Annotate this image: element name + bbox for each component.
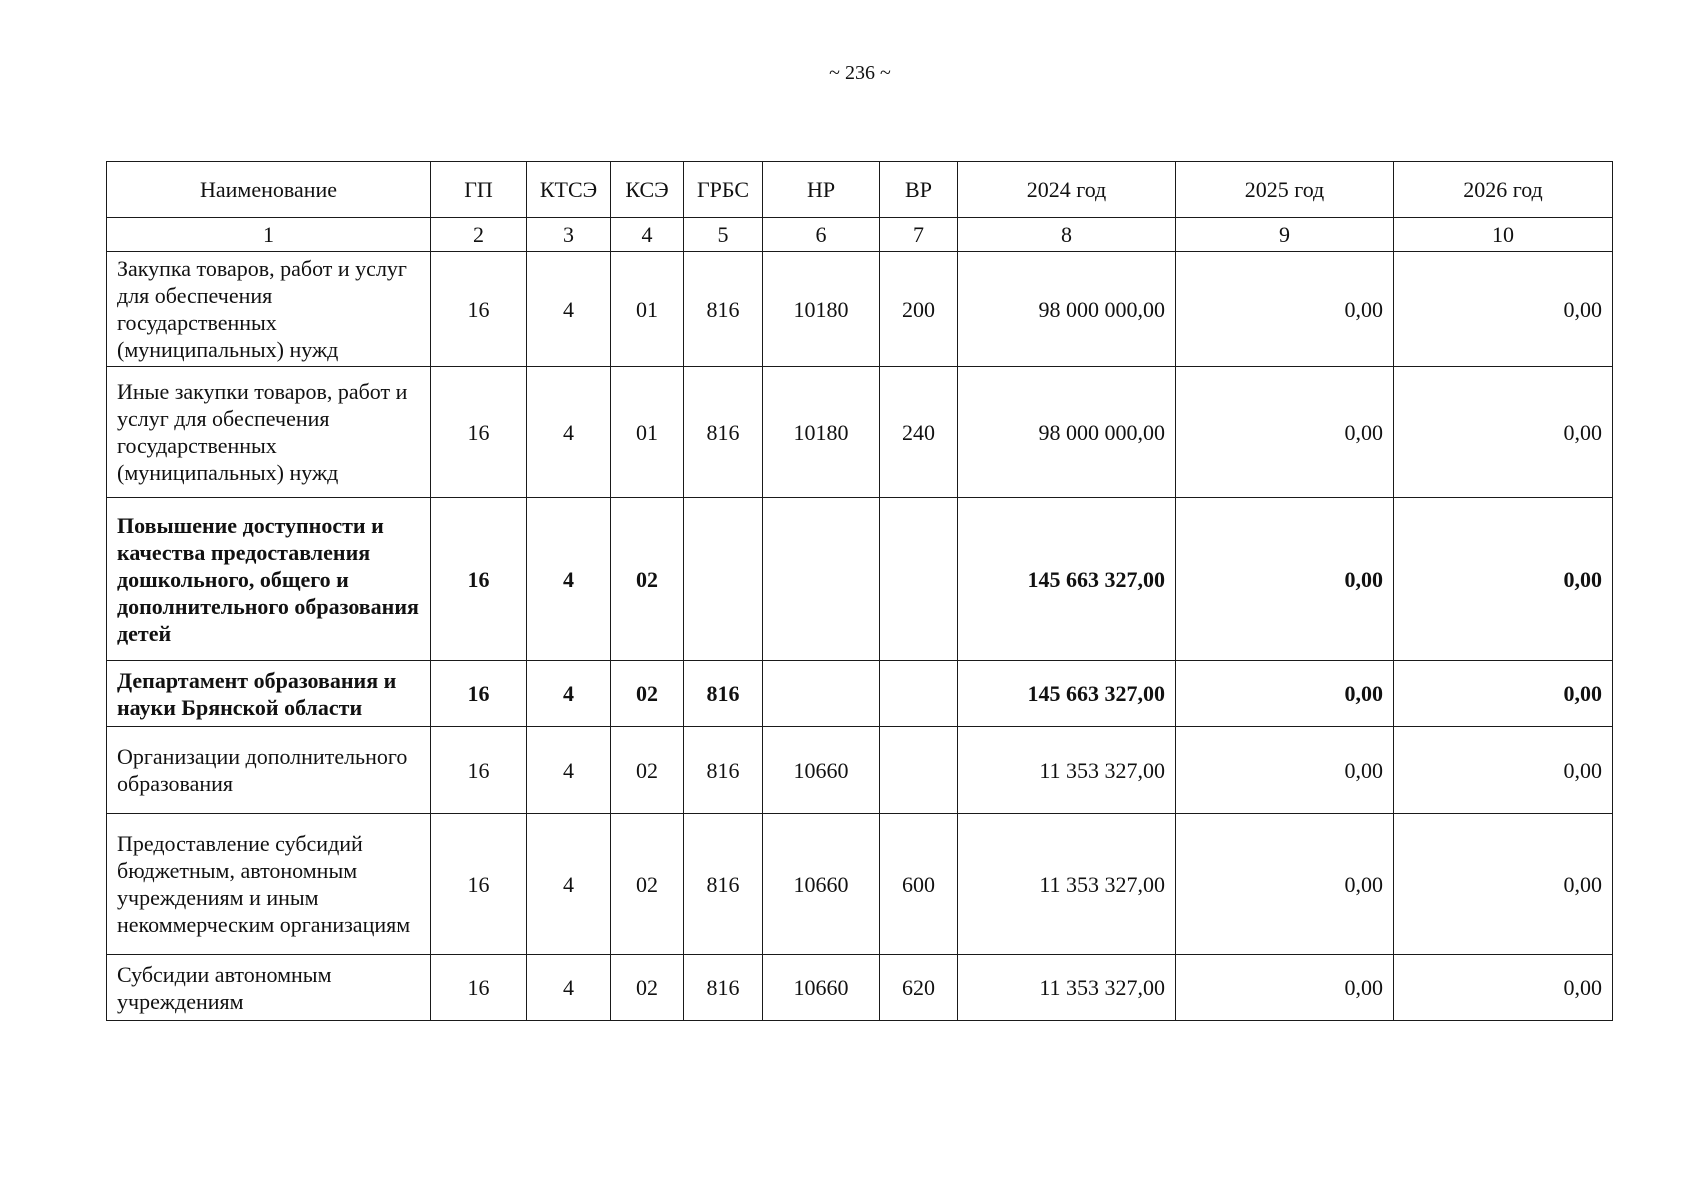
column-number: 10 <box>1394 218 1613 252</box>
cell-gp: 16 <box>431 498 527 661</box>
cell-ktse: 4 <box>527 814 611 955</box>
cell-nr: 10660 <box>763 955 880 1021</box>
cell-grbs: 816 <box>684 955 763 1021</box>
column-number-row <box>107 218 1613 252</box>
cell-ktse: 4 <box>527 955 611 1021</box>
cell-gp: 16 <box>431 955 527 1021</box>
cell-nr: 10660 <box>763 814 880 955</box>
cell-gp: 16 <box>431 252 527 367</box>
cell-2024: 11 353 327,00 <box>958 814 1176 955</box>
row-name: Субсидии автономным учреждениям <box>107 955 431 1021</box>
cell-vr: 240 <box>880 367 958 498</box>
header-2026: 2026 год <box>1394 162 1613 218</box>
table-row-bold <box>107 661 1613 727</box>
cell-2025: 0,00 <box>1176 498 1394 661</box>
cell-2024: 11 353 327,00 <box>958 955 1176 1021</box>
cell-grbs <box>684 498 763 661</box>
cell-nr: 10180 <box>763 367 880 498</box>
cell-kse: 02 <box>611 498 684 661</box>
header-2025: 2025 год <box>1176 162 1394 218</box>
column-number: 1 <box>107 218 431 252</box>
cell-ktse: 4 <box>527 367 611 498</box>
cell-kse: 02 <box>611 727 684 814</box>
cell-2024: 98 000 000,00 <box>958 252 1176 367</box>
column-number: 3 <box>527 218 611 252</box>
row-name: Предоставление субсидий бюджетным, автономным учреждениям и иным некоммерческим организациям <box>107 814 431 955</box>
cell-2026: 0,00 <box>1394 252 1613 367</box>
cell-2026: 0,00 <box>1394 367 1613 498</box>
row-name: Иные закупки товаров, работ и услуг для обеспечения государственных (муниципальных) нужд <box>107 367 431 498</box>
budget-table <box>106 161 1613 1021</box>
cell-nr <box>763 661 880 727</box>
cell-nr: 10660 <box>763 727 880 814</box>
row-name: Организации дополнительного образования <box>107 727 431 814</box>
table-row <box>107 955 1613 1021</box>
page-number: ~ 236 ~ <box>829 62 891 84</box>
cell-2024: 98 000 000,00 <box>958 367 1176 498</box>
row-name: Повышение доступности и качества предоставления дошкольного, общего и дополнительного образования детей <box>107 498 431 661</box>
cell-gp: 16 <box>431 727 527 814</box>
column-number: 9 <box>1176 218 1394 252</box>
table-row <box>107 367 1613 498</box>
cell-grbs: 816 <box>684 661 763 727</box>
cell-ktse: 4 <box>527 252 611 367</box>
cell-2025: 0,00 <box>1176 367 1394 498</box>
cell-2026: 0,00 <box>1394 727 1613 814</box>
column-number: 6 <box>763 218 880 252</box>
header-2024: 2024 год <box>958 162 1176 218</box>
header-grbs: ГРБС <box>684 162 763 218</box>
column-number: 7 <box>880 218 958 252</box>
cell-2025: 0,00 <box>1176 727 1394 814</box>
cell-2026: 0,00 <box>1394 955 1613 1021</box>
cell-ktse: 4 <box>527 498 611 661</box>
cell-2026: 0,00 <box>1394 661 1613 727</box>
cell-kse: 02 <box>611 814 684 955</box>
cell-vr: 200 <box>880 252 958 367</box>
column-number: 8 <box>958 218 1176 252</box>
cell-2024: 11 353 327,00 <box>958 727 1176 814</box>
cell-2024: 145 663 327,00 <box>958 661 1176 727</box>
cell-gp: 16 <box>431 814 527 955</box>
cell-nr <box>763 498 880 661</box>
cell-2025: 0,00 <box>1176 252 1394 367</box>
cell-2025: 0,00 <box>1176 814 1394 955</box>
table-row <box>107 814 1613 955</box>
cell-grbs: 816 <box>684 814 763 955</box>
cell-ktse: 4 <box>527 661 611 727</box>
cell-grbs: 816 <box>684 727 763 814</box>
cell-gp: 16 <box>431 661 527 727</box>
cell-kse: 02 <box>611 661 684 727</box>
header-row <box>107 162 1613 218</box>
cell-ktse: 4 <box>527 727 611 814</box>
cell-kse: 02 <box>611 955 684 1021</box>
header-gp: ГП <box>431 162 527 218</box>
cell-2024: 145 663 327,00 <box>958 498 1176 661</box>
header-name: Наименование <box>107 162 431 218</box>
row-name: Закупка товаров, работ и услуг для обеспечения государственных (муниципальных) нужд <box>107 252 431 367</box>
cell-vr <box>880 498 958 661</box>
cell-gp: 16 <box>431 367 527 498</box>
cell-vr: 600 <box>880 814 958 955</box>
cell-2026: 0,00 <box>1394 498 1613 661</box>
row-name: Департамент образования и науки Брянской области <box>107 661 431 727</box>
cell-2025: 0,00 <box>1176 661 1394 727</box>
cell-nr: 10180 <box>763 252 880 367</box>
column-number: 5 <box>684 218 763 252</box>
cell-2026: 0,00 <box>1394 814 1613 955</box>
cell-vr <box>880 661 958 727</box>
cell-kse: 01 <box>611 367 684 498</box>
header-kse: КСЭ <box>611 162 684 218</box>
table-row <box>107 252 1613 367</box>
column-number: 2 <box>431 218 527 252</box>
cell-grbs: 816 <box>684 252 763 367</box>
cell-vr: 620 <box>880 955 958 1021</box>
cell-kse: 01 <box>611 252 684 367</box>
cell-vr <box>880 727 958 814</box>
table-row-bold <box>107 498 1613 661</box>
header-ktse: КТСЭ <box>527 162 611 218</box>
table-row <box>107 727 1613 814</box>
column-number: 4 <box>611 218 684 252</box>
header-nr: НР <box>763 162 880 218</box>
header-vr: ВР <box>880 162 958 218</box>
cell-grbs: 816 <box>684 367 763 498</box>
cell-2025: 0,00 <box>1176 955 1394 1021</box>
